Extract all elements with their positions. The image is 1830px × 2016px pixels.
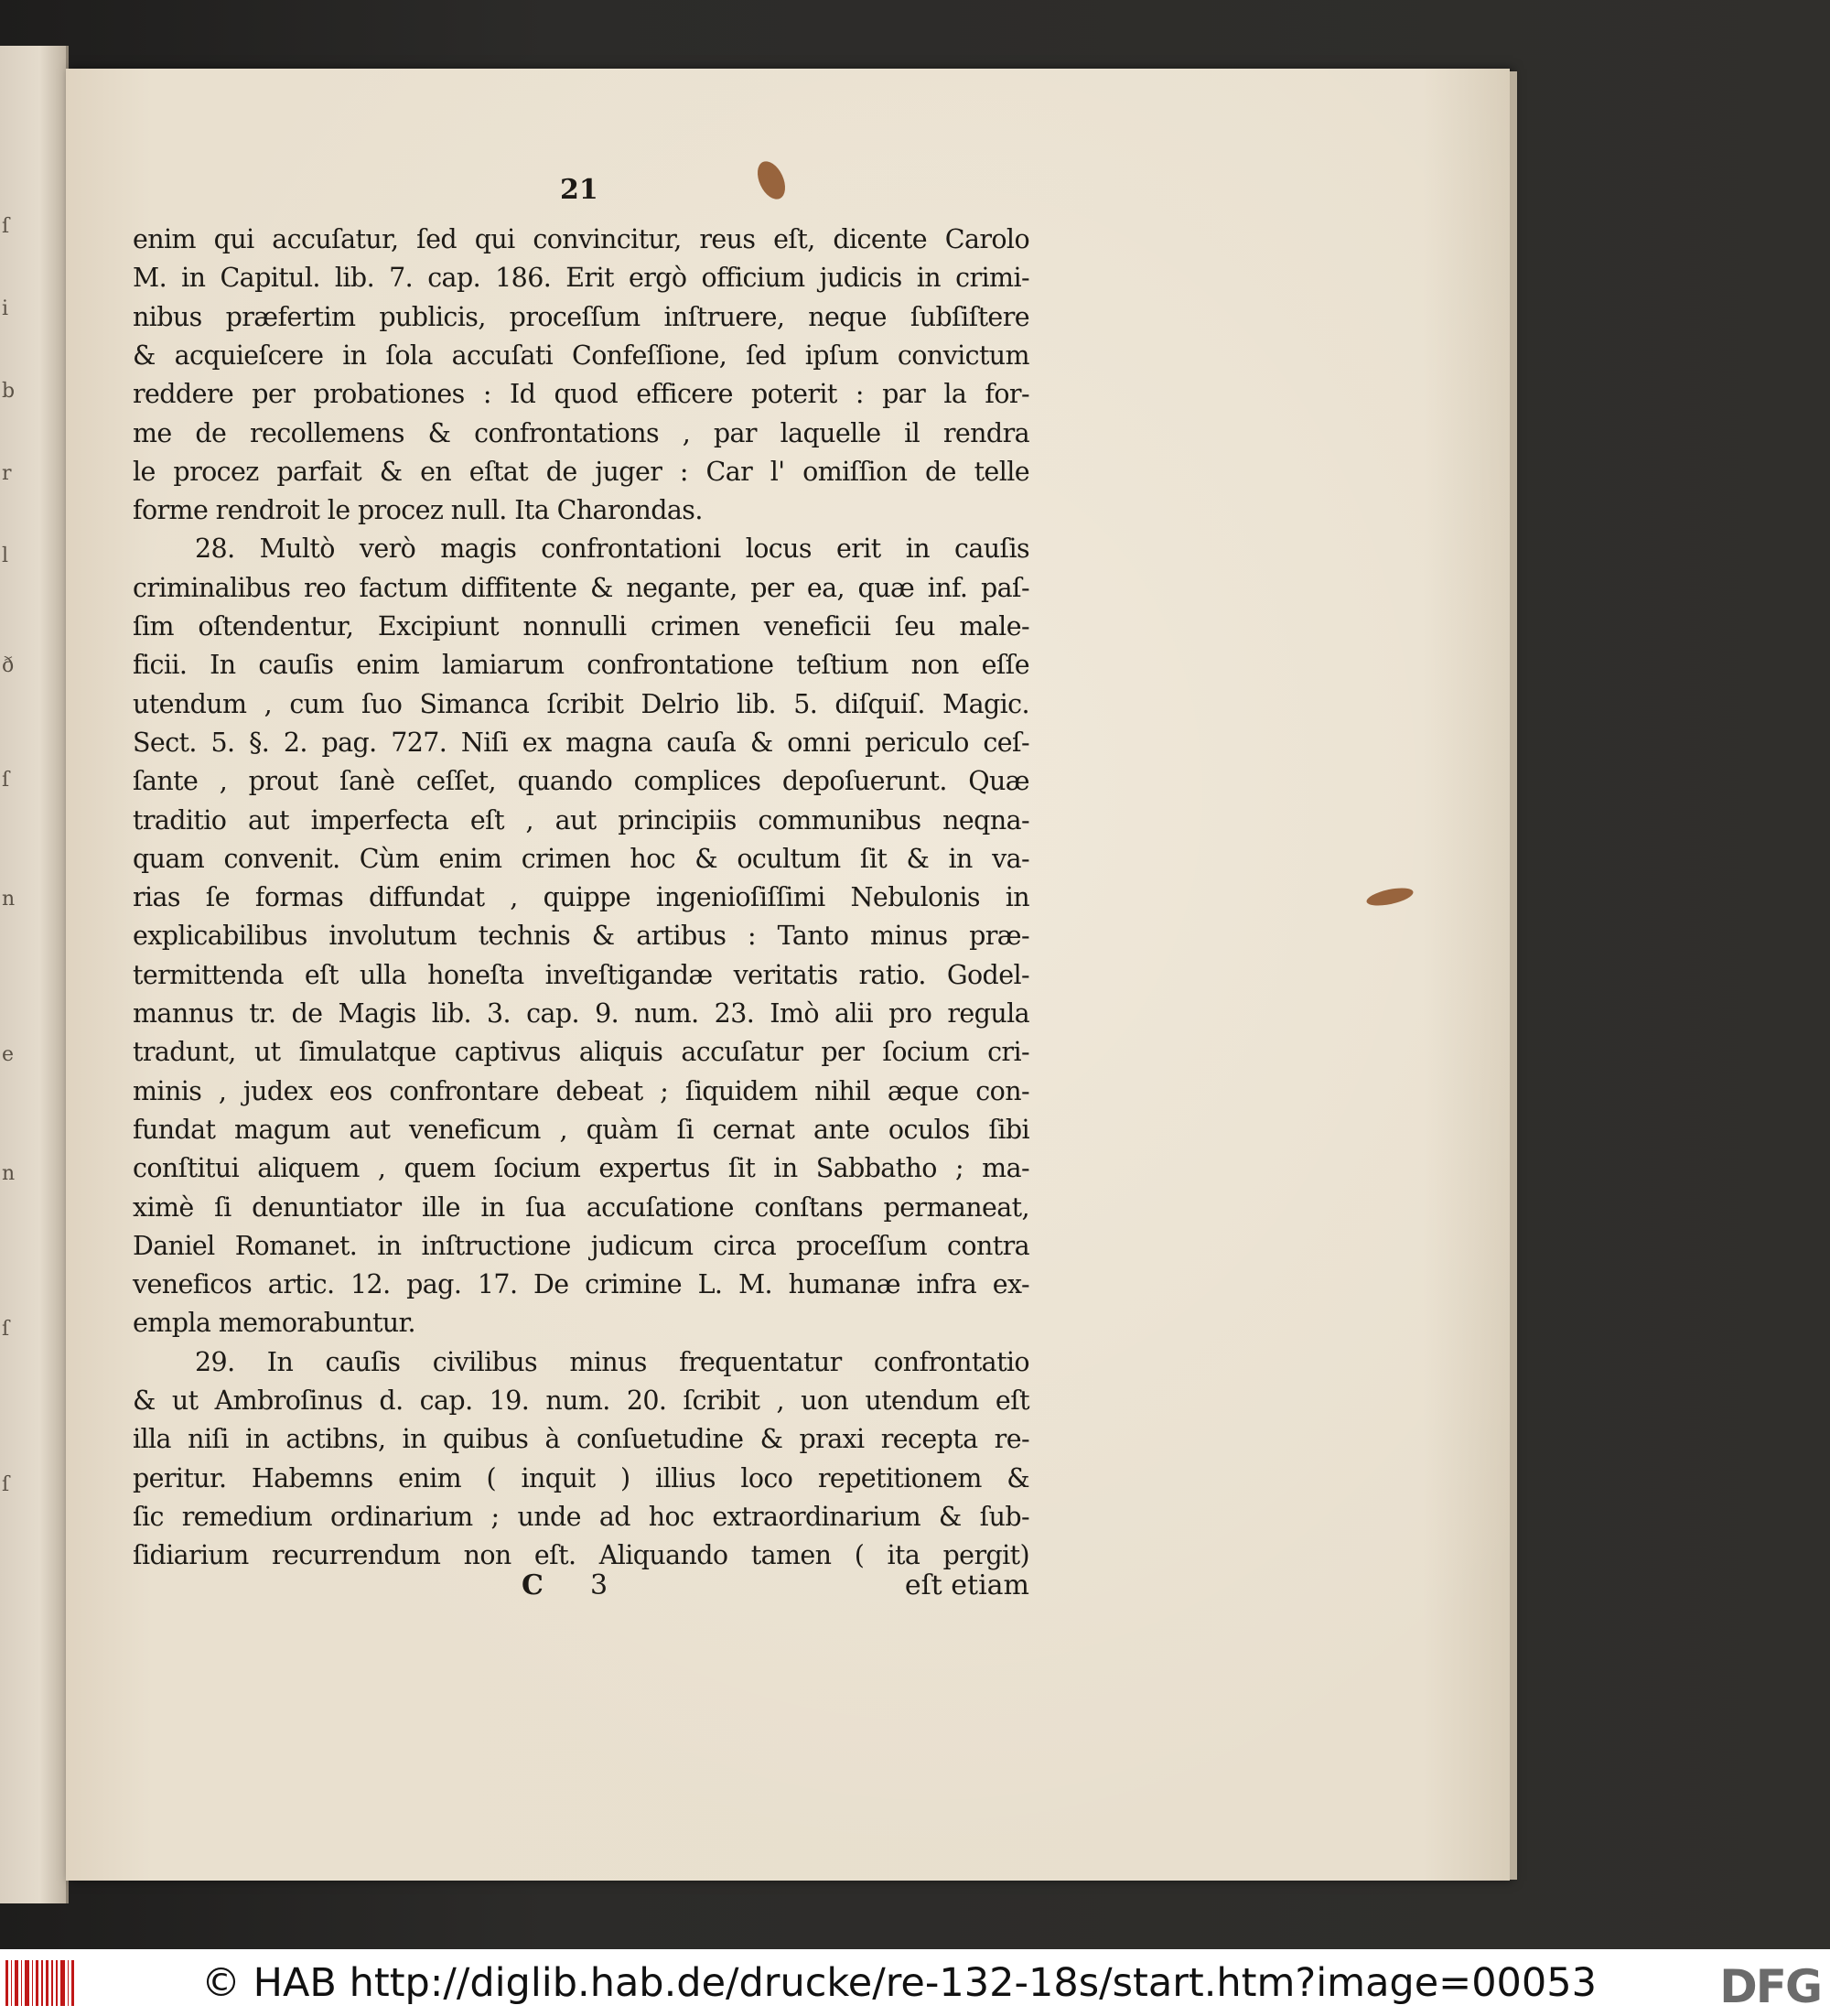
catchword: eſt etiam <box>904 1569 1029 1601</box>
text-line: criminalibus reo factum diffitente & negante, per ea, quæ inf. paſ- <box>133 572 1029 603</box>
footer-bar <box>0 1949 1830 2016</box>
text-line: peritur. Habemns enim ( inquit ) illius loco repetitionem & <box>133 1462 1029 1493</box>
margin-fragment: ſ <box>2 1473 10 1496</box>
text-line: quam convenit. Cùm enim crimen hoc & ocultum ſit & in va- <box>133 843 1029 874</box>
text-line: reddere per probationes : Id quod efficere poterit : par la for- <box>133 379 1029 410</box>
margin-fragment: ſ <box>2 1318 10 1341</box>
text-line: le procez parfait & en eſtat de juger : Car l' omiſſion de telle <box>133 456 1029 487</box>
folio-number: 21 <box>560 174 598 206</box>
margin-fragment: b <box>2 380 16 403</box>
text-line: & acquieſcere in ſola accuſati Confeſſione, ſed ipſum convictum <box>133 340 1029 371</box>
signature-line <box>133 1569 1029 1610</box>
text-line: illa niſi in actibns, in quibus à conſuetudine & praxi recepta re- <box>133 1424 1029 1455</box>
text-line: M. in Capitul. lib. 7. cap. 186. Erit ergò officium judicis in crimi- <box>133 263 1029 294</box>
text-line: nibus præfertim publicis, proceſſum inſtruere, neque ſubſiſtere <box>133 301 1029 332</box>
text-line: traditio aut imperfecta eſt , aut principiis communibus neqna- <box>133 804 1029 836</box>
text-line: tradunt, ut ſimulatque captivus aliquis accuſatur per ſocium cri- <box>133 1037 1029 1068</box>
text-line: 28. Multò verò magis confrontationi locus erit in cauſis <box>195 534 1029 565</box>
margin-fragment: ð <box>2 654 15 677</box>
text-line: Daniel Romanet. in inſtructione judicum circa proceſſum contra <box>133 1230 1029 1261</box>
text-line: enim qui accuſatur, ſed qui convincitur, reus eſt, dicente Carolo <box>133 224 1029 254</box>
dfg-logo: DFG <box>1719 1960 1821 2013</box>
copyright-url[interactable]: © HAB http://diglib.hab.de/drucke/re-132-18s/start.htm?image=00053 <box>201 1960 1597 2006</box>
signature-number: 3 <box>590 1569 608 1601</box>
text-line: utendum , cum ſuo Simanca ſcribit Delrio lib. 5. diſquiſ. Magic. <box>133 688 1029 719</box>
margin-fragment: ſ <box>2 769 10 792</box>
margin-fragment: l <box>2 544 9 567</box>
text-line: minis , judex eos confrontare debeat ; ſiquidem nihil æque con- <box>133 1075 1029 1106</box>
text-line: Sect. 5. §. 2. pag. 727. Niſi ex magna cauſa & omni periculo ceſ- <box>133 727 1029 758</box>
text-line: & ut Ambroſinus d. cap. 19. num. 20. ſcribit , uon utendum eſt <box>133 1385 1029 1416</box>
text-line: conſtitui aliquem , quem ſocium expertus ſit in Sabbatho ; ma- <box>133 1153 1029 1184</box>
previous-leaf-edge <box>0 46 69 1903</box>
text-line: ximè ſi denuntiator ille in ſua accuſatione conſtans permaneat, <box>133 1191 1029 1223</box>
text-line: ſic remedium ordinarium ; unde ad hoc extraordinarium & ſub- <box>133 1501 1029 1532</box>
text-line: ſim oſtendentur, Excipiunt nonnulli crimen veneficii ſeu male- <box>133 611 1029 641</box>
signature-mark: C <box>522 1569 544 1601</box>
text-line: mannus tr. de Magis lib. 3. cap. 9. num. 23. Imò alii pro regula <box>133 998 1029 1029</box>
text-line: fundat magum aut veneficum , quàm ſi cernat ante oculos ſibi <box>133 1114 1029 1145</box>
text-line: veneficos artic. 12. pag. 17. De crimine L. M. humanæ infra ex- <box>133 1269 1029 1300</box>
page-edge <box>1510 71 1517 1880</box>
margin-fragment: i <box>2 297 9 320</box>
text-line: rias ſe formas diffundat , quippe ingenioſiſſimi Nebulonis in <box>133 882 1029 913</box>
margin-fragment: ſ <box>2 215 10 238</box>
text-line: ſidiarium recurrendum non eſt. Aliquando tamen ( ita pergit) <box>133 1540 1029 1571</box>
text-line: forme rendroit le procez null. Ita Charondas. <box>133 495 703 526</box>
text-line: ſante , prout ſanè ceſſet, quando complices depoſuerunt. Quæ <box>133 766 1029 797</box>
text-line: empla memorabuntur. <box>133 1308 415 1339</box>
margin-fragment: r <box>2 462 12 485</box>
text-line: explicabilibus involutum technis & artibus : Tanto minus præ- <box>133 921 1029 952</box>
text-line: termittenda eſt ulla honeſta inveſtigandæ veritatis ratio. Godel- <box>133 959 1029 990</box>
text-line: me de recollemens & confrontations , par laquelle il rendra <box>133 417 1029 448</box>
barcode-icon <box>5 1960 77 2006</box>
margin-fragment: n <box>2 1162 16 1185</box>
text-line: 29. In cauſis civilibus minus frequentatur confrontatio <box>195 1346 1029 1377</box>
margin-fragment: n <box>2 888 16 911</box>
margin-fragment: e <box>2 1043 15 1066</box>
text-line: ficii. In cauſis enim lamiarum confrontatione teſtium non eſſe <box>133 650 1029 681</box>
